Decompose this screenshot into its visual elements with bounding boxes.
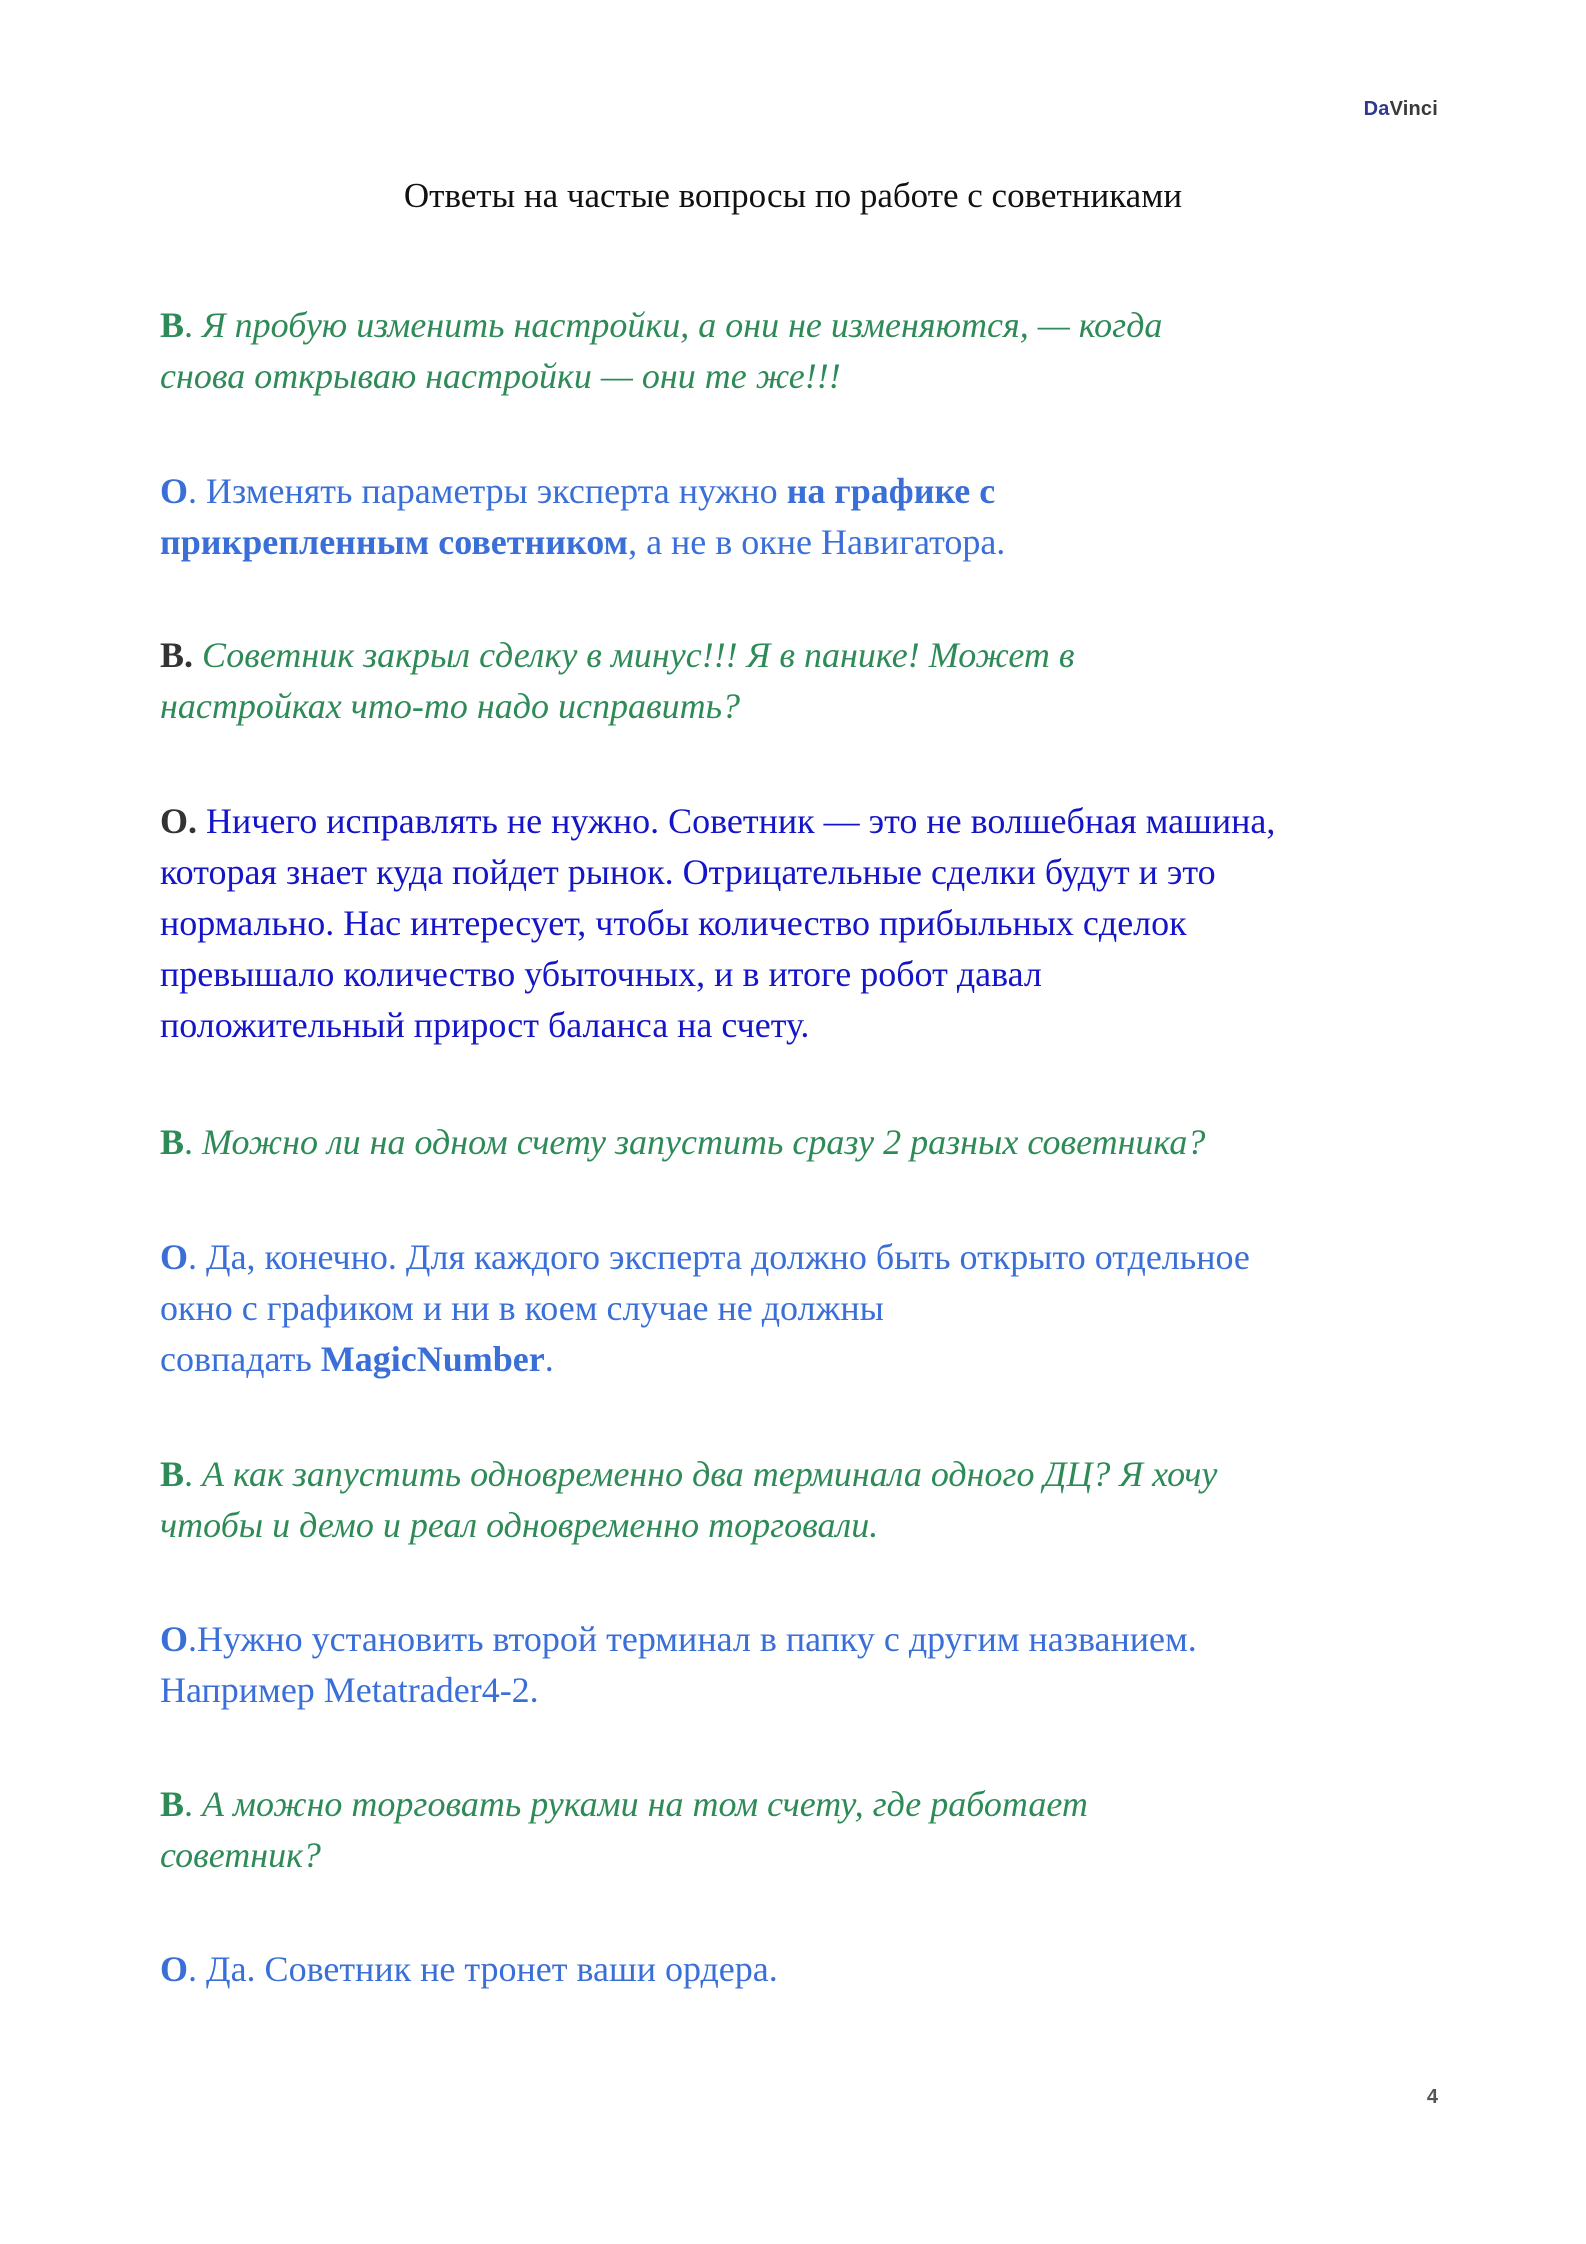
answer-text-end: . [544, 1339, 554, 1379]
question-line: Можно ли на одном счету запустить сразу 2 разных советника? [202, 1122, 1206, 1162]
answer-line: которая знает куда пойдет рынок. Отрицательные сделки будут и это [160, 852, 1216, 892]
brand-logo [1364, 98, 1438, 121]
faq-answer-4 [160, 1614, 1460, 1716]
page-title: Ответы на частые вопросы по работе с советниками [403, 176, 1183, 215]
question-marker: В [160, 1122, 185, 1162]
answer-marker: О. [160, 801, 198, 841]
question-line: А можно торговать руками на том счету, где работает [202, 1784, 1088, 1824]
answer-text: , а не в окне Навигатора. [628, 522, 1006, 562]
faq-question-3 [160, 1117, 1460, 1168]
faq-answer-3 [160, 1232, 1460, 1385]
answer-line: Да, конечно. Для каждого эксперта должно быть открыто отдельное [206, 1237, 1250, 1277]
question-marker: В [160, 1784, 185, 1824]
answer-line: .Нужно установить второй терминал в папку с другим названием. [188, 1619, 1197, 1659]
answer-line: Ничего исправлять не нужно. Советник — это не волшебная машина, [206, 801, 1276, 841]
faq-question-5 [160, 1779, 1460, 1881]
faq-question-4 [160, 1449, 1460, 1551]
answer-line: нормально. Нас интересует, чтобы количество прибыльных сделок [160, 903, 1187, 943]
answer-marker: О [160, 471, 189, 511]
answer-line: Да. Советник не тронет ваши ордера. [206, 1949, 778, 1989]
question-line: снова открываю настройки — они те же!!! [160, 356, 841, 396]
magic-number-term: MagicNumber [320, 1339, 545, 1379]
question-line: настройках что-то надо исправить? [160, 686, 740, 726]
question-line: советник? [160, 1835, 321, 1875]
answer-emphasis: прикрепленным советником [160, 522, 629, 562]
question-line: Я пробую изменить настройки, а они не изменяются, — когда [202, 305, 1163, 345]
answer-text: Изменять параметры эксперта нужно [206, 471, 787, 511]
answer-line: Например Metatrader4-2. [160, 1670, 539, 1710]
page-number: 4 [1426, 2086, 1438, 2108]
answer-marker: О [160, 1619, 189, 1659]
question-sep: . [184, 1122, 194, 1162]
question-sep: . [184, 305, 194, 345]
answer-emphasis: на графике с [786, 471, 996, 511]
question-line: Советник закрыл сделку в минус!!! Я в панике! Может в [202, 635, 1075, 675]
answer-sep: . [188, 1237, 198, 1277]
brand-part-2: Vinci [1389, 98, 1438, 120]
question-line: А как запустить одновременно два терминала одного ДЦ? Я хочу [202, 1454, 1218, 1494]
question-marker: В [160, 1454, 185, 1494]
answer-line: превышало количество убыточных, и в итоге робот давал [160, 954, 1042, 994]
answer-marker: О [160, 1237, 189, 1277]
question-marker: В [160, 305, 185, 345]
faq-answer-1 [160, 466, 1460, 568]
question-sep: . [184, 1784, 194, 1824]
faq-answer-5 [160, 1944, 1460, 1995]
answer-sep: . [188, 471, 198, 511]
faq-answer-2 [160, 796, 1460, 1051]
question-sep: . [184, 1454, 194, 1494]
question-line: чтобы и демо и реал одновременно торговали. [160, 1505, 879, 1545]
answer-sep: . [188, 1949, 198, 1989]
faq-question-1 [160, 300, 1460, 402]
faq-question-2 [160, 630, 1460, 732]
answer-line: окно с графиком и ни в коем случае не должны [160, 1288, 884, 1328]
answer-text: совпадать [160, 1339, 321, 1379]
answer-marker: О [160, 1949, 189, 1989]
brand-part-1: Da [1363, 98, 1390, 120]
question-marker: В. [160, 635, 194, 675]
answer-line: положительный прирост баланса на счету. [160, 1005, 810, 1045]
